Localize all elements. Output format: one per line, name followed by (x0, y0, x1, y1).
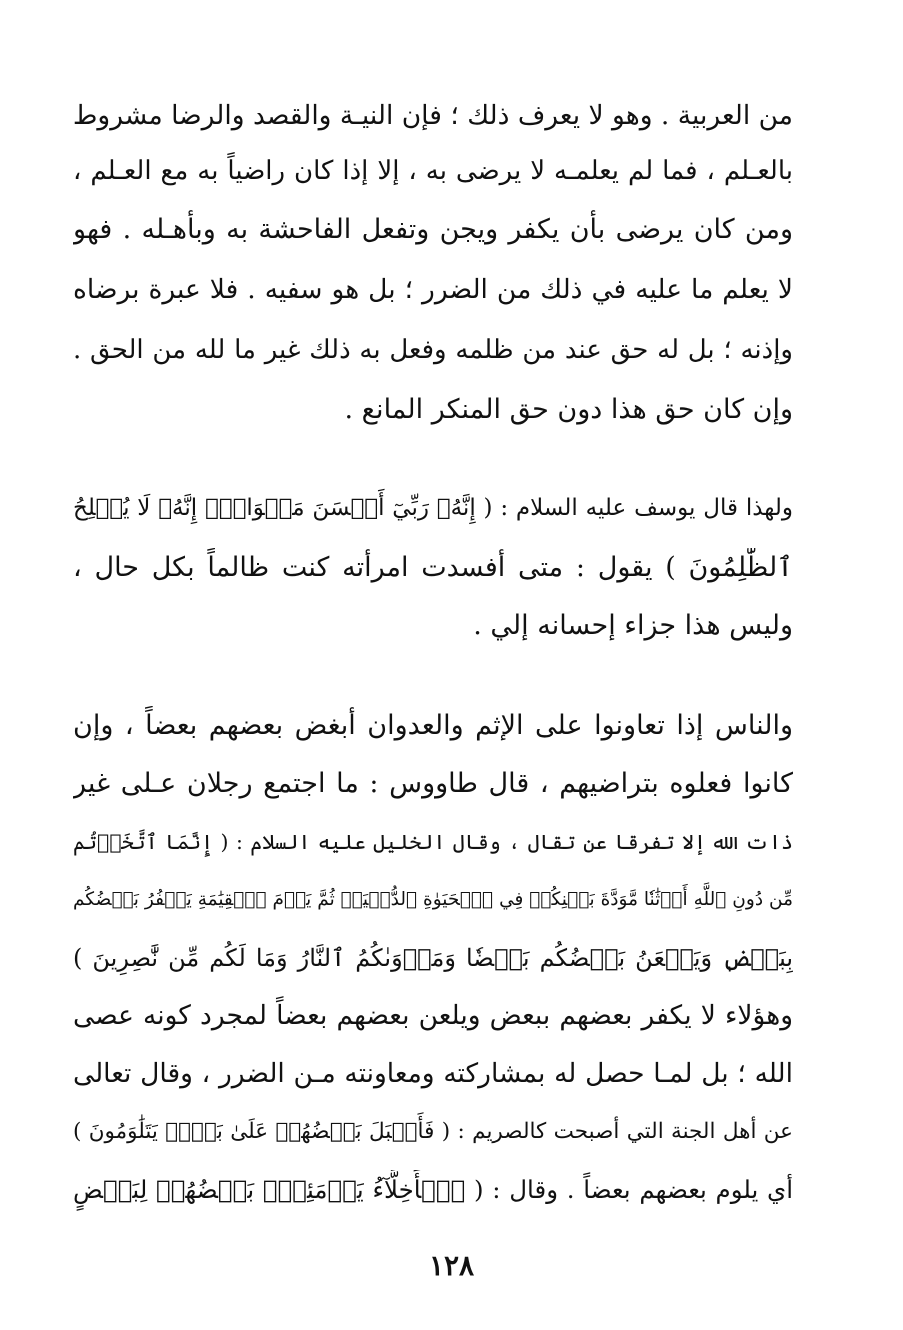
paragraph-1-line-4: لا يعلم ما عليه في ذلك من الضرر ؛ بل هو سفيه . فلا عبرة برضاه (73, 274, 793, 305)
paragraph-2-line-3: وليس هذا جزاء إحسانه إلي . (473, 610, 793, 641)
paragraph-1-line-3: ومن كان يرضى بأن يكفر ويجن وتفعل الفاحشة به وبأهـله . فهو (73, 214, 793, 245)
paragraph-3-line-2: كانوا فعلوه بتراضيهم ، قال طاووس : ما اجتمع رجلان عـلى غير (73, 768, 793, 799)
paragraph-1-line-2: بالعـلم ، فما لم يعلمـه لا يرضى به ، إلا إذا كان راضياً به مع العـلم ، (73, 156, 793, 186)
paragraph-1-line-1: من العربية . وهو لا يعرف ذلك ؛ فإن النيـة والقصد والرضا مشروط (73, 100, 793, 131)
paragraph-1-line-6: وإن كان حق هذا دون حق المنكر المانع . (344, 394, 793, 425)
paragraph-3-line-8: عن أهل الجنة التي أصبحت كالصريم : ( فَأَقۡبَلَ بَعۡضُهُمۡ عَلَىٰ بَعۡضٖ يَتَلَٰوَمُونَ ) (73, 1119, 793, 1144)
paragraph-3-line-1: والناس إذا تعاونوا على الإثم والعدوان أبغض بعضهم بعضاً ، وإن (73, 710, 793, 741)
paragraph-2-line-2: ٱلظَّٰلِمُونَ ) يقول : متى أفسدت امرأته كنت ظالماً بكل حال ، (73, 552, 793, 583)
paragraph-3-line-5: بِبَعۡضٖ وَيَلۡعَنُ بَعۡضُكُم بَعۡضٗا وَمَأۡوَىٰكُمُ ٱلنَّارُ وَمَا لَكُم مِّن نَّٰصِرِينَ ) (73, 944, 793, 972)
paragraph-3-line-3: ذات الله إلا تفرقا عن تقال ، وقال الخليل عليه السلام : ( إِنَّمَا ٱتَّخَذۡتُم (73, 830, 793, 854)
paragraph-1-line-5: وإذنه ؛ بل له حق عند من ظلمه وفعل به ذلك غير ما لله من الحق . (73, 335, 793, 365)
paragraph-3-line-6: وهؤلاء لا يكفر بعضهم ببعض ويلعن بعضهم بعضاً لمجرد كونه عصى (73, 1000, 793, 1031)
paragraph-3-line-4: مِّن دُونِ ٱللَّهِ أَوۡثَٰنٗا مَّوَدَّةَ بَيۡنِكُمۡ فِي ٱلۡحَيَوٰةِ ٱلدُّنۡيَاۖ ثُمَّ يَوۡمَ ٱلۡقِيَٰمَةِ يَكۡفُرُ بَعۡضُكُم (73, 889, 793, 910)
page-number: ١٢٨ (428, 1249, 475, 1282)
paragraph-2-line-1: ولهذا قال يوسف عليه السلام : ( إِنَّهُۥ رَبِّيٓ أَحۡسَنَ مَثۡوَايَۖ إِنَّهُۥ لَا يُفۡلِحُ (73, 495, 793, 521)
paragraph-3-line-7: الله ؛ بل لمـا حصل له بمشاركته ومعاونته مـن الضرر ، وقال تعالى (73, 1058, 793, 1089)
paragraph-3-line-9: أي يلوم بعضهم بعضاً . وقال : ( ٱلۡأَخِلَّآءُ يَوۡمَئِذِۭ بَعۡضُهُمۡ لِبَعۡضٍ (73, 1175, 793, 1204)
